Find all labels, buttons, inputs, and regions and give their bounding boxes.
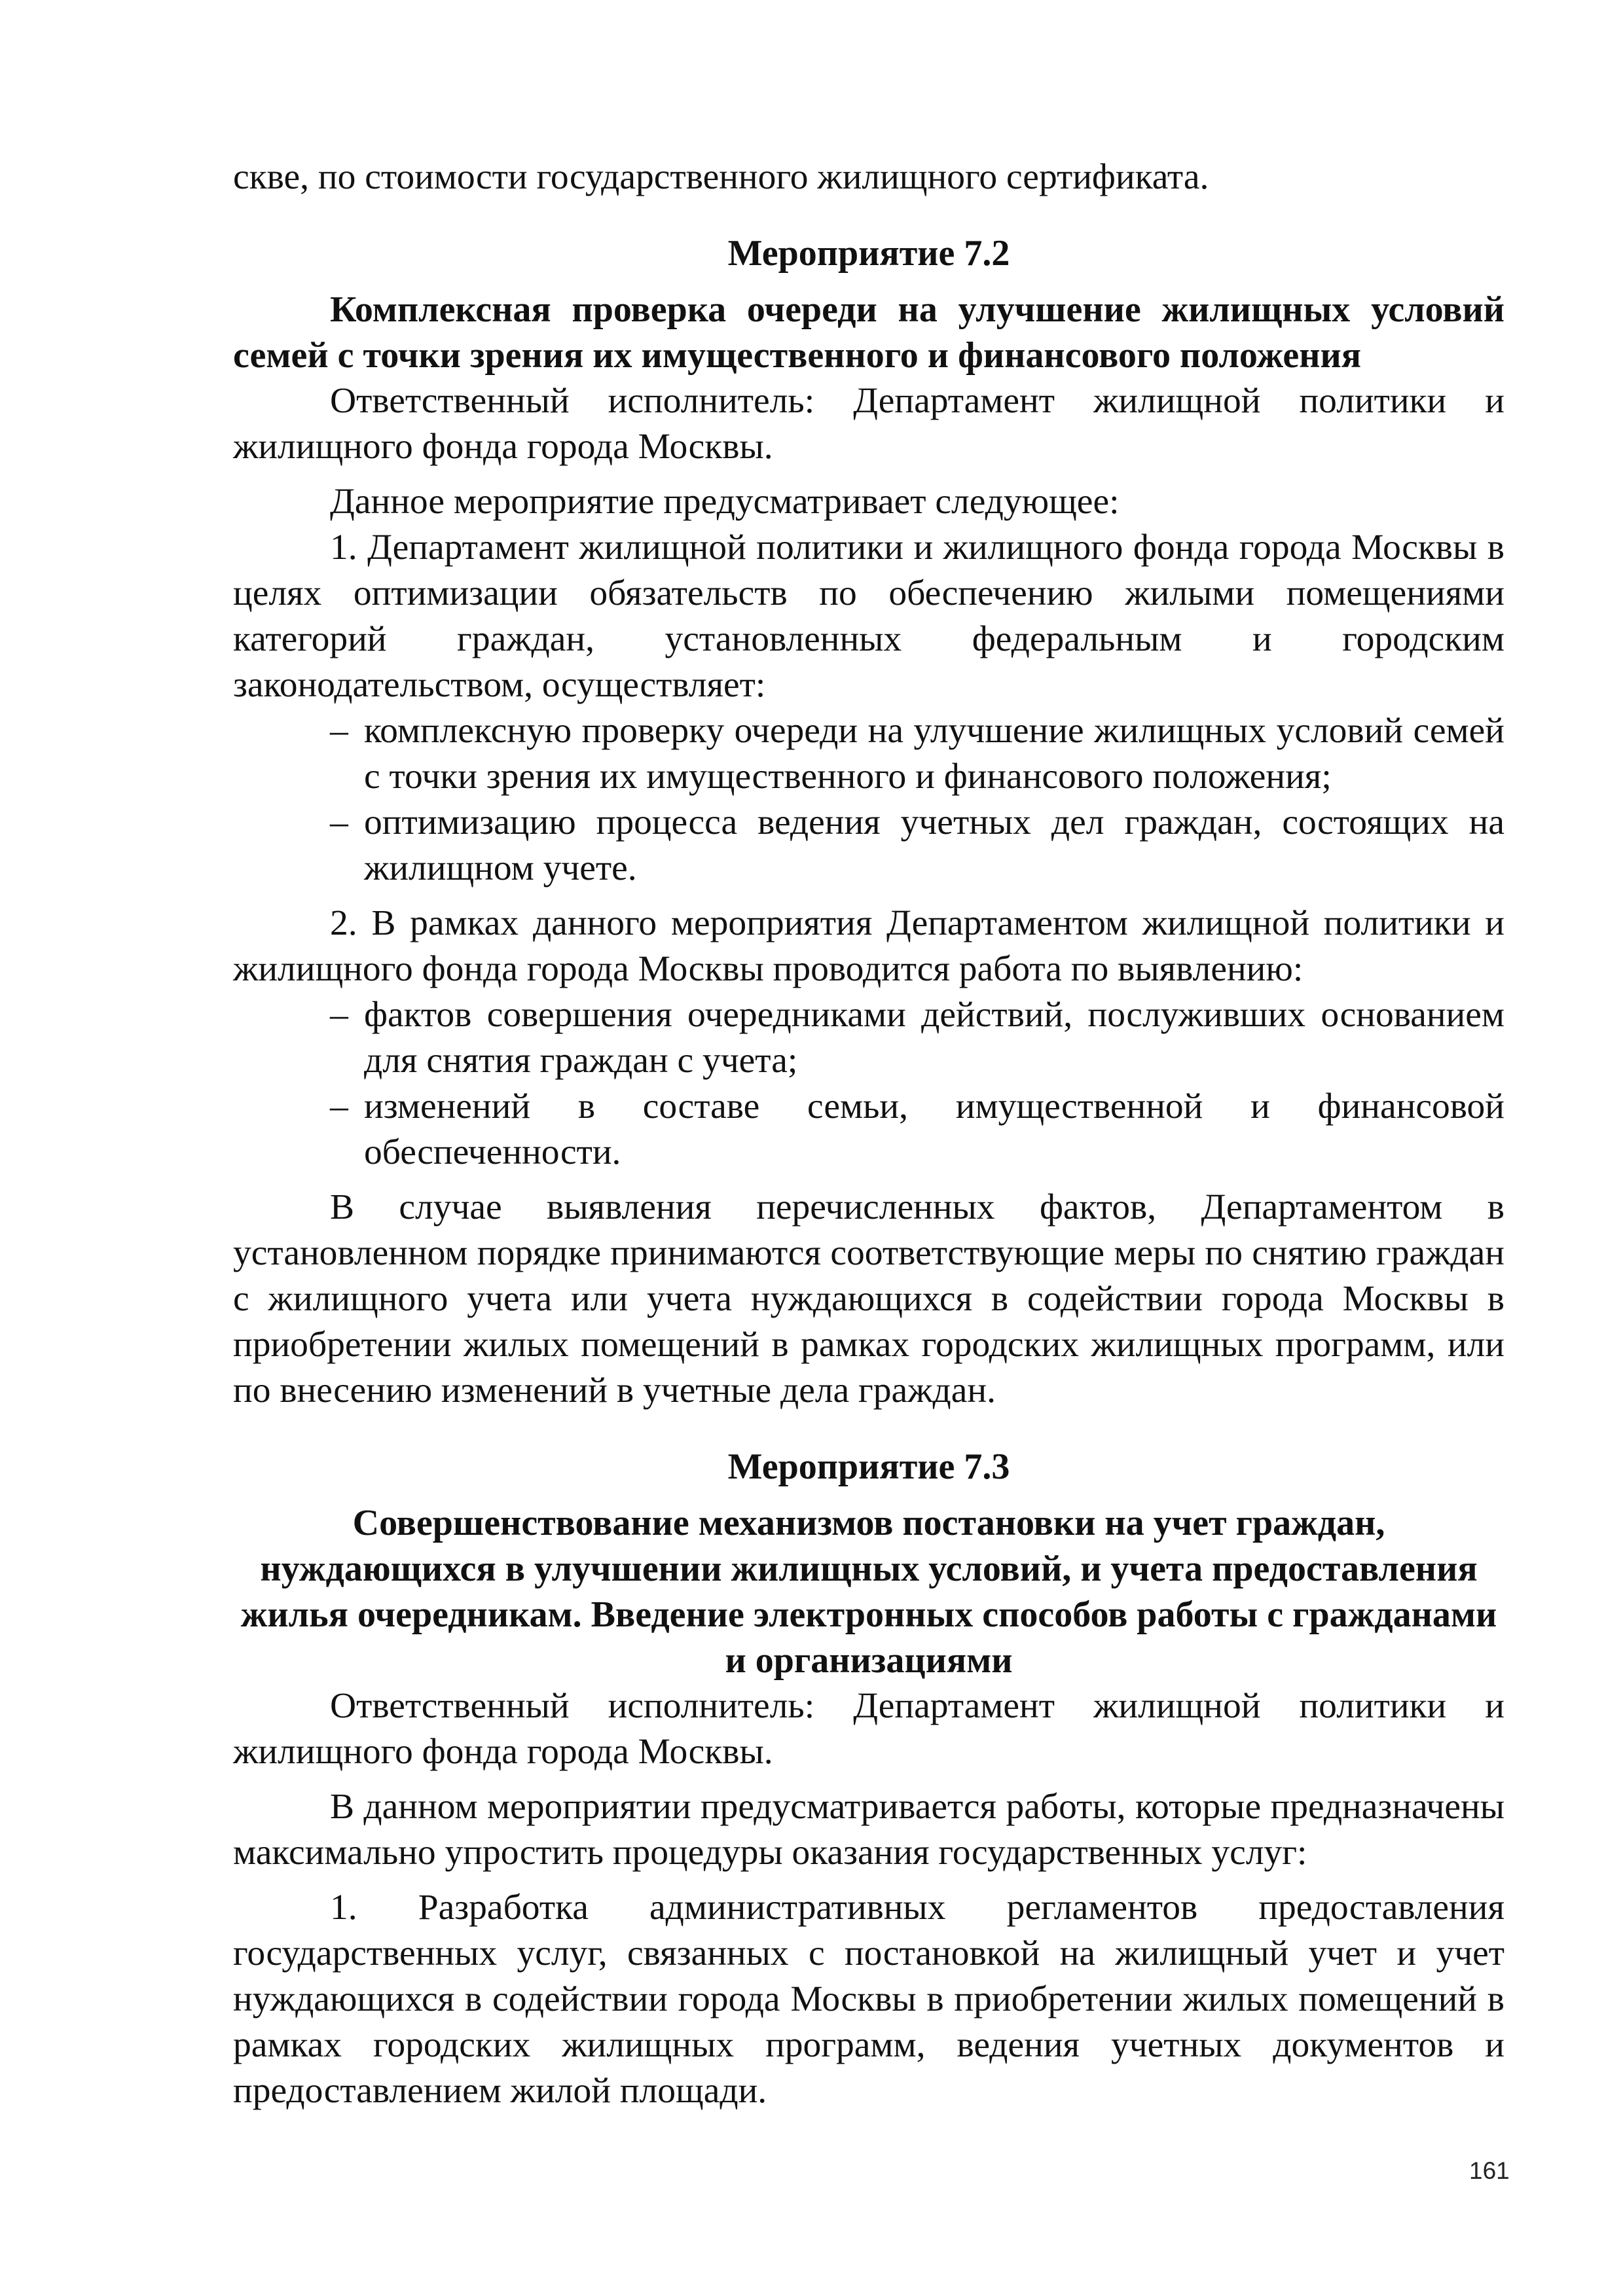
dash-bullet: –	[330, 802, 348, 842]
intro-line: скве, по стоимости государственного жилищного сертификата.	[233, 157, 1209, 197]
event-7-2-conclusion: В случае выявления перечисленных фактов, Департаментом в установленном порядке принимаются соответствующие меры по снятию граждан с жилищного учета или учета нуждающихся в содействии города Москвы в приобретении жилых помещений в рамках городских жилищных программ, или по внесению изменений в учетные дела граждан.	[233, 1187, 1504, 1410]
event-7-3-heading: Мероприятие 7.3	[727, 1446, 1010, 1487]
list-item-text: оптимизацию процесса ведения учетных дел граждан, состоящих на жилищном учете.	[364, 802, 1504, 888]
event-7-3-provides: В данном мероприятии предусматривается работы, которые предназначены максимально упростить процедуры оказания государственных услуг:	[233, 1787, 1504, 1873]
dash-bullet: –	[330, 995, 348, 1035]
event-7-2-item-2: 2. В рамках данного мероприятия Департаментом жилищной политики и жилищного фонда города Москвы проводится работа по выявлению:	[233, 903, 1504, 989]
list-item-text: комплексную проверку очереди на улучшение жилищных условий семей с точки зрения их имущественного и финансового положения;	[364, 711, 1504, 797]
dash-bullet: –	[330, 1086, 348, 1126]
event-7-2-item-2-list	[330, 992, 1504, 1175]
list-item	[330, 708, 1504, 800]
event-7-2-title: Комплексная проверка очереди на улучшение жилищных условий семей с точки зрения их имущественного и финансового положения	[233, 289, 1504, 376]
list-item-text: фактов совершения очередниками действий, послуживших основанием для снятия граждан с учета;	[364, 995, 1504, 1081]
list-item	[330, 1084, 1504, 1175]
list-item	[330, 992, 1504, 1084]
event-7-3-item-1: 1. Разработка административных регламентов предоставления государственных услуг, связанных с постановкой на жилищный учет и учет нуждающихся в содействии города Москвы в приобретении жилых помещений в рамках городских жилищных программ, ведения учетных документов и предоставлением жилой площади.	[233, 1888, 1504, 2111]
list-item-text: изменений в составе семьи, имущественной и финансовой обеспеченности.	[364, 1086, 1504, 1172]
event-7-2-item-1: 1. Департамент жилищной политики и жилищного фонда города Москвы в целях оптимизации обязательств по обеспечению жилыми помещениями категорий граждан, установленных федеральным и городским законодательством, осуществляет:	[233, 528, 1504, 705]
event-7-2-provides: Данное мероприятие предусматривает следующее:	[330, 482, 1120, 522]
event-7-3-responsible: Ответственный исполнитель: Департамент жилищной политики и жилищного фонда города Москвы.	[233, 1686, 1504, 1772]
event-7-2-item-1-list	[330, 708, 1504, 891]
page-number: 161	[1469, 2157, 1510, 2184]
event-7-2-heading: Мероприятие 7.2	[727, 233, 1010, 274]
dash-bullet: –	[330, 711, 348, 751]
page-body	[233, 154, 1504, 2114]
list-item	[330, 800, 1504, 891]
event-7-3-title: Совершенствование механизмов постановки на учет граждан, нуждающихся в улучшении жилищных условий, и учета предоставления жилья очередникам. Введение электронных способов работы с гражданами и организациями	[240, 1503, 1497, 1681]
event-7-2-responsible: Ответственный исполнитель: Департамент жилищной политики и жилищного фонда города Москвы.	[233, 381, 1504, 467]
